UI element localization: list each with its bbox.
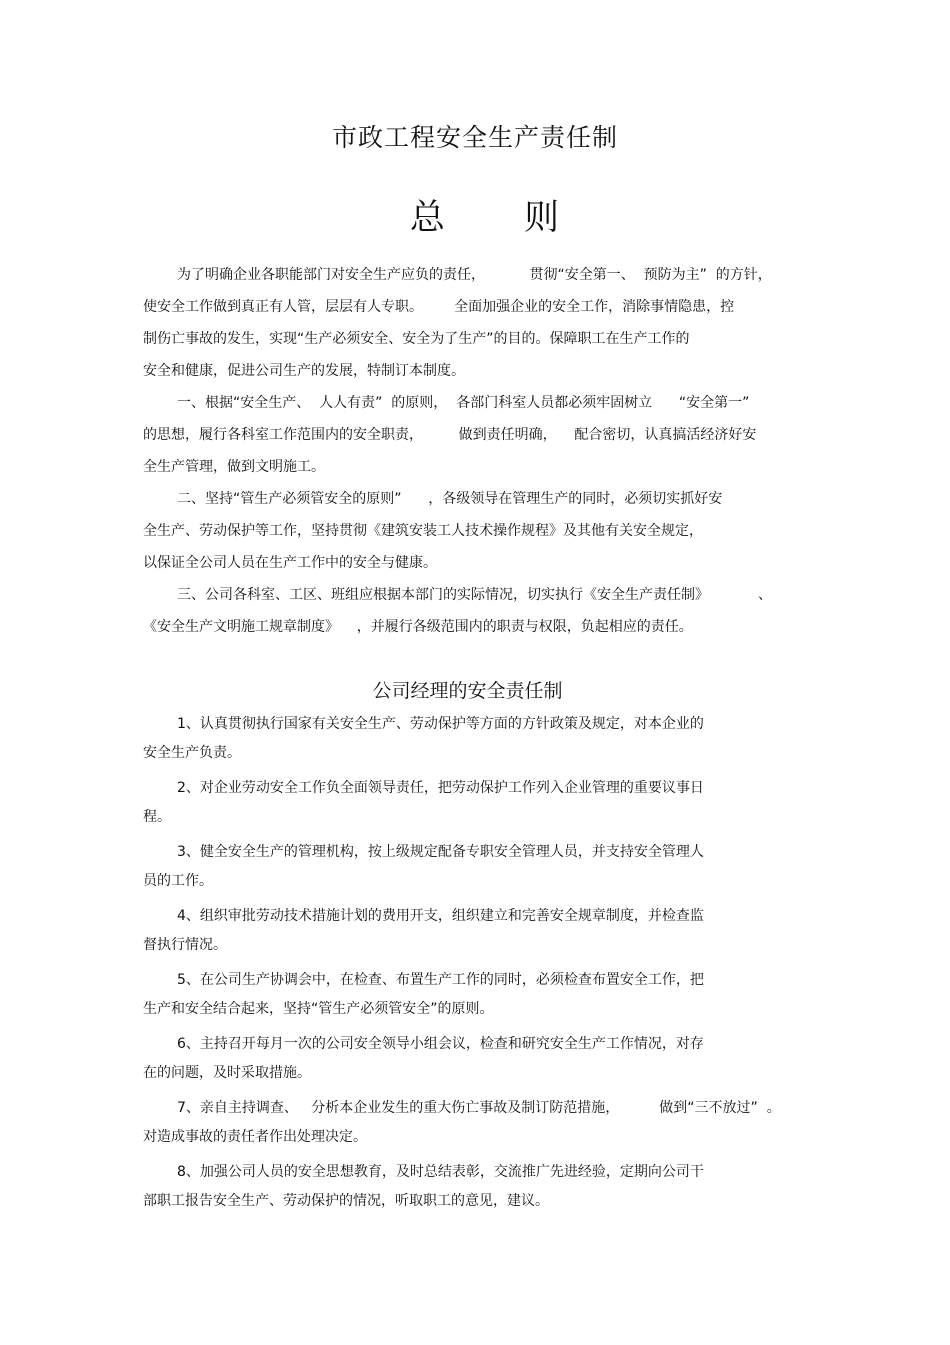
text-line: 二、坚持“管生产必须管安全的原则” ，各级领导在管理生产的同时，必须切实抓好安	[177, 491, 723, 507]
text-line: 安全生产负责。	[143, 745, 241, 761]
text-line: 生产和安全结合起来，坚持“管生产必须管安全”的原则。	[143, 1001, 494, 1017]
text-line: 4、组织审批劳动技术措施计划的费用开支，组织建立和完善安全规章制度，并检查监	[177, 908, 704, 924]
text-line: 3、健全安全生产的管理机构，按上级规定配备专职安全管理人员，并支持安全管理人	[177, 844, 704, 860]
text-line: 6、主持召开每月一次的公司安全领导小组会议，检查和研究安全生产工作情况，对存	[177, 1036, 704, 1052]
text-line: 员的工作。	[143, 873, 213, 889]
text-line: 《安全生产文明施工规章制度》 ，并履行各级范围内的职责与权限，负起相应的责任。	[143, 619, 693, 635]
text-line: 5、在公司生产协调会中，在检查、布置生产工作的同时，必须检查布置安全工作，把	[177, 972, 704, 988]
section-heading-manager: 公司经理的安全责任制	[372, 680, 563, 702]
text-line: 使安全工作做到真正有人管，层层有人专职。 全面加强企业的安全工作，消除事情隐患，控	[143, 299, 735, 315]
text-line: 程。	[143, 809, 171, 825]
text-line: 以保证全公司人员在生产工作中的安全与健康。	[143, 555, 437, 571]
text-line: 8、加强公司人员的安全思想教育，及时总结表彰，交流推广先进经验，定期向公司干	[177, 1164, 704, 1180]
text-line: 全生产管理，做到文明施工。	[143, 459, 325, 475]
text-line: 督执行情况。	[143, 937, 227, 953]
text-line: 的思想，履行各科室工作范围内的安全职责， 做到责任明确， 配合密切，认真搞活经济好安	[143, 427, 757, 443]
document-title: 市政工程安全生产责任制	[331, 123, 618, 152]
text-line: 部职工报告安全生产、劳动保护的情况，听取职工的意见，建议。	[143, 1193, 549, 1209]
text-line: 1、认真贯彻执行国家有关安全生产、劳动保护等方面的方针政策及规定，对本企业的	[177, 716, 704, 732]
text-line: 7、亲自主持调查、 分析本企业发生的重大伤亡事故及制订防范措施， 做到“三不放过” 。	[177, 1100, 781, 1116]
text-line: 制伤亡事故的发生，实现“生产必须安全、安全为了生产”的目的。保障职工在生产工作的	[143, 331, 690, 347]
text-line: 在的问题，及时采取措施。	[143, 1065, 311, 1081]
text-line: 三、公司各科室、工区、班组应根据本部门的实际情况，切实执行《安全生产责任制》 、	[177, 587, 772, 603]
text-line: 全生产、劳动保护等工作，坚持贯彻《建筑安装工人技术操作规程》及其他有关安全规定，	[143, 523, 703, 539]
text-line: 对造成事故的责任者作出处理决定。	[143, 1129, 367, 1145]
text-line: 一、根据“安全生产、 人人有责” 的原则， 各部门科室人员都必须牢固树立 “安全第一”	[177, 395, 750, 411]
section-heading-general: 总 则	[409, 198, 594, 238]
text-line: 为了明确企业各职能部门对安全生产应负的责任， 贯彻“安全第一、 预防为主” 的方针，	[177, 267, 772, 283]
text-line: 安全和健康，促进公司生产的发展，特制订本制度。	[143, 363, 465, 379]
text-line: 2、对企业劳动安全工作负全面领导责任，把劳动保护工作列入企业管理的重要议事日	[177, 780, 704, 796]
